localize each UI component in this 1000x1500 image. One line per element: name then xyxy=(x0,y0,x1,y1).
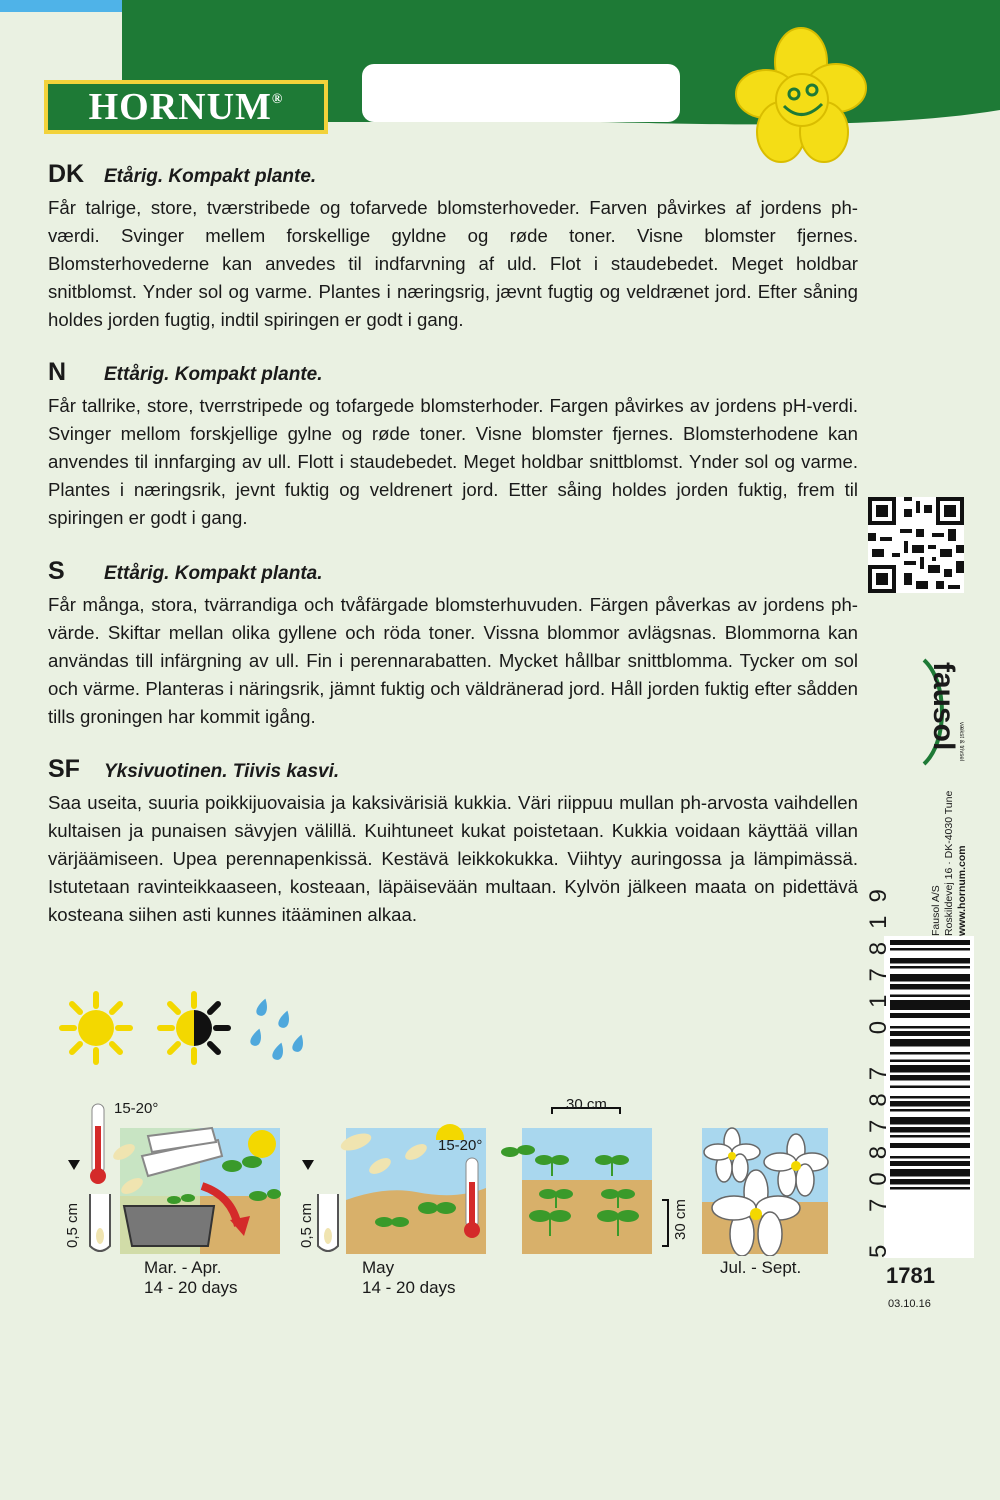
barcode-bar xyxy=(890,995,970,998)
sun-icon xyxy=(248,1130,276,1158)
svg-text:vækst & trivsel: vækst & trivsel xyxy=(958,722,964,762)
barcode-bar xyxy=(890,1109,970,1112)
section-subtitle: Etårig. Kompakt plante. xyxy=(104,166,317,187)
barcode-bar xyxy=(890,1117,970,1125)
barcode-bar xyxy=(890,1013,970,1018)
section-body: Saa useita, suuria poikkijuovaisia ja kaksivärisiä kukkia. Väri riippuu mullan ph-arvosta vaihdellen kultaisen ja punaisen sävyjen välillä. Kuihtuneet kukat poistetaan. Kukkia voidaan käyttää villan värjäämiseen. Upea perennapenkissä. Kestävä leikkokukka. Viihtyy auringossa ja lämpimässä. Istutetaan ravinteikkaaseen, kosteaan, läpäisevään multaan. Kylvön jälkeen maata on pidettävä kosteana siihen asti kunnes itääminen alkaa. xyxy=(48,792,858,925)
panel1-months: Mar. - Apr. xyxy=(144,1258,222,1277)
panel2-days: 14 - 20 days xyxy=(362,1278,456,1297)
section-subtitle: Yksivuotinen. Tiivis kasvi. xyxy=(104,761,340,782)
barcode-bar xyxy=(890,1026,970,1029)
barcode-bar xyxy=(890,1052,970,1055)
barcode-bar xyxy=(890,1101,970,1106)
panel2-months: May xyxy=(362,1258,395,1277)
full-sun-icon xyxy=(62,994,130,1062)
barcode-bar xyxy=(890,1065,970,1073)
label-box xyxy=(362,64,680,122)
barcode-bar xyxy=(890,940,970,945)
barcode-bar xyxy=(890,1143,970,1148)
barcode-bar xyxy=(890,1039,970,1047)
panel3-spacing: 30 cm xyxy=(566,1096,607,1113)
article-number: 1781 xyxy=(886,1263,935,1288)
thermometer-icon xyxy=(464,1158,480,1238)
barcode-bar xyxy=(890,1169,970,1177)
panel2-period xyxy=(362,1258,456,1298)
water-drops-icon xyxy=(249,997,306,1061)
brand-logo xyxy=(44,80,328,134)
barcode-bar xyxy=(890,1127,970,1132)
panel2-depth: 0,5 cm xyxy=(298,1202,315,1248)
flowering-panel xyxy=(700,1126,830,1256)
section-subtitle: Ettårig. Kompakt planta. xyxy=(104,563,323,584)
barcode-bar xyxy=(890,1096,970,1099)
barcode-bar xyxy=(890,1075,970,1080)
language-code: S xyxy=(48,557,65,585)
panel1-temperature: 15-20° xyxy=(114,1100,159,1117)
company-address xyxy=(930,776,970,936)
barcode-bar xyxy=(890,1179,970,1184)
barcode-bar xyxy=(890,958,970,963)
panel1-days: 14 - 20 days xyxy=(144,1278,238,1297)
depth-arrow-icon xyxy=(68,1160,80,1170)
panel1-period xyxy=(144,1258,238,1298)
barcode xyxy=(884,936,974,1258)
section-sf xyxy=(48,755,858,929)
svg-text:fausol: fausol xyxy=(927,662,960,751)
barcode-bar xyxy=(890,974,970,982)
barcode-bar xyxy=(890,1161,970,1166)
company-website[interactable]: www.hornum.com xyxy=(956,845,968,936)
half-shade-icon xyxy=(160,994,228,1062)
brand-name: HORNUM xyxy=(88,86,272,128)
panel1-depth: 0,5 cm xyxy=(64,1202,81,1248)
barcode-bar xyxy=(890,1156,970,1159)
barcode-bar xyxy=(890,1000,970,1010)
barcode-bar xyxy=(890,1060,970,1063)
language-code: DK xyxy=(48,160,85,188)
panel3-row-spacing: 30 cm xyxy=(672,1199,689,1240)
sowing-indoor-panel xyxy=(62,1096,282,1256)
barcode-bar xyxy=(890,1135,970,1138)
barcode-bar xyxy=(890,948,970,951)
barcode-bar xyxy=(890,984,970,989)
language-code: N xyxy=(48,358,67,386)
barcode-digits: 5 708787 017819 xyxy=(865,876,892,1258)
section-body: Får många, stora, tvärrandiga och tvåfärgade blomsterhuvuden. Färgen påverkas av jordens ph-värde. Skiftar mellan olika gyllene och röda toner. Vissna blommor avlägsnas. Blommorna kan användas till infärgning av ull. Fin i perennarabatten. Mycket hållbar snittblomma. Tycker om sol och värme. Planteras i näringsrik, jämnt fuktig och väldränerad jord. Håll jorden fuktig efter sådden tills groningen har kommit igång. xyxy=(48,594,858,727)
section-body: Får talrige, store, tværstribede og tofarvede blomsterhoveder. Farven påvirkes af jordens ph-værdi. Svinger mellem forskellige gyldne og røde toner. Visne blomster fjernes. Blomsterhovederne kan anvedes til indfarvning af uld. Flot i staudebedet. Meget holdbar snitblomst. Ynder sol og varme. Plantes i næringsrig, jævnt fugtig og veldrænet jord. Efter såning holdes jorden fugtig, indtil spiringen er godt i gang. xyxy=(48,197,858,330)
thermometer-icon xyxy=(90,1104,106,1184)
growing-conditions-icons xyxy=(58,990,308,1070)
qr-code-icon xyxy=(868,497,964,593)
section-body: Får tallrike, store, tverrstripede og tofargede blomsterhoder. Fargen påvirkes av jordens pH-verdi. Svinger mellom forskjellige gylne og røde toner. Visne blomster fjernes. Blomsterhodene kan anvendes til innfarging av ull. Flott i staudebedet. Meget holdbar snittblomst. Ynder sol og varme. Plantes i næringsrik, jevnt fuktig og veldrenert jord. Etter såing holdes jorden fuktig, frem til spiringen er godt i gang. xyxy=(48,395,858,528)
section-s xyxy=(48,557,858,731)
fausol-logo xyxy=(918,652,968,772)
company-name: Fausol A/S xyxy=(930,885,942,936)
smiley-flower-icon xyxy=(726,24,876,174)
spacing-panel xyxy=(500,1096,696,1256)
registered-mark: ® xyxy=(271,92,284,107)
section-dk xyxy=(48,160,858,334)
barcode-bar xyxy=(890,1187,970,1190)
print-date: 03.10.16 xyxy=(888,1298,931,1310)
language-code: SF xyxy=(48,755,80,783)
barcode-bar xyxy=(890,1086,970,1089)
section-n xyxy=(48,358,858,532)
company-street: Roskildevej 16 · DK-4030 Tune xyxy=(943,790,955,936)
barcode-bar xyxy=(890,966,970,969)
depth-arrow-icon xyxy=(302,1160,314,1170)
barcode-bar xyxy=(890,1031,970,1036)
section-subtitle: Ettårig. Kompakt plante. xyxy=(104,364,323,385)
sowing-outdoor-panel xyxy=(296,1096,492,1256)
panel2-temperature: 15-20° xyxy=(438,1137,483,1154)
panel4-period: Jul. - Sept. xyxy=(720,1258,802,1277)
